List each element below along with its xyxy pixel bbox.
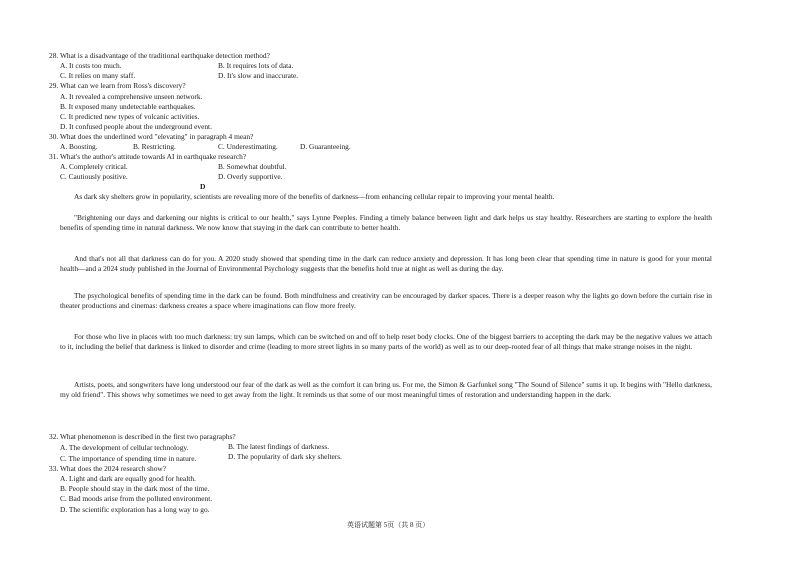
question-31-option-c: C. Cautiously positive. (60, 172, 128, 181)
section-label: D (200, 182, 206, 191)
question-28-stem: 28. What is a disadvantage of the traditional earthquake detection method? (49, 51, 270, 60)
passage-paragraph-3: And that's not all that darkness can do for you. A 2020 study showed that spending time in the dark can reduce anxiety and depression. It has long been clear that spending time in nature is good for your mental health—and a 2024 study published in the Journal of Environmental Psychology suggests that the benefits hold true at night as well as during the day. (60, 254, 712, 274)
question-30-option-b: B. Restricting. (133, 142, 176, 151)
passage-paragraph-2: "Brightening our days and darkening our nights is critical to our health," says Lynne Peeples. Finding a timely balance between light and dark helps us stay healthy. Researchers are starting to explore the health benefits of spending time in natural darkness. We now know that staying in the dark can contribute to better health. (60, 213, 712, 233)
question-32-option-c: C. The importance of spending time in nature. (60, 454, 197, 463)
question-30-option-a: A. Boosting. (60, 142, 98, 151)
question-31-option-d: D. Overly supportive. (218, 172, 283, 181)
question-30-option-c: C. Underestimating. (218, 142, 278, 151)
question-32-option-b: B. The latest findings of darkness. (228, 442, 330, 451)
question-33-option-c: C. Bad moods arise from the polluted environment. (60, 494, 213, 503)
question-32-option-d: D. The popularity of dark sky shelters. (228, 452, 342, 461)
question-28-option-b: B. It requires lots of data. (218, 61, 294, 70)
question-33-option-a: A. Light and dark are equally good for health. (60, 474, 196, 483)
question-31-option-b: B. Somewhat doubtful. (218, 162, 287, 171)
question-28-option-a: A. It costs too much. (60, 61, 122, 70)
question-33-option-b: B. People should stay in the dark most of the time. (60, 484, 210, 493)
passage-paragraph-6: Artists, poets, and songwriters have long understood our fear of the dark as well as the comfort it can bring us. For me, the Simon & Garfunkel song "The Sound of Silence" sums it up. It begins with "Hello darkness, my old friend". This shows why sometimes we need to get away from the light. It reminds us that some of our most meaningful times of restoration and understanding happen in the dark. (60, 380, 712, 400)
question-32-stem: 32. What phenomenon is described in the first two paragraphs? (49, 432, 236, 441)
question-33-option-d: D. The scientific exploration has a long way to go. (60, 505, 210, 514)
passage-paragraph-4: The psychological benefits of spending time in the dark can be found. Both mindfulness and creativity can be encouraged by darker spaces. There is a deeper reason why the lights go down before the curtain rise in theater productions and cinemas: darkness creates a space where imaginations can flow more freely. (60, 291, 712, 311)
question-29-option-d: D. It confused people about the underground event. (60, 122, 212, 131)
question-30-option-d: D. Guaranteeing. (300, 142, 351, 151)
question-29-stem: 29. What can we learn from Ross's discovery? (49, 81, 186, 90)
question-28-option-c: C. It relies on many staff. (60, 71, 136, 80)
question-31-stem: 31. What's the author's attitude towards AI in earthquake research? (49, 152, 247, 161)
question-32-option-a: A. The development of cellular technology. (60, 443, 189, 452)
question-33-stem: 33. What does the 2024 research show? (49, 464, 167, 473)
question-30-stem: 30. What does the underlined word "elevating" in paragraph 4 mean? (49, 132, 254, 141)
passage-paragraph-5: For those who live in places with too much darkness: try sun lamps, which can be switched on and off to help reset body clocks. One of the biggest barriers to accepting the dark may be the negative values we attach to it, including the belief that darkness is linked to disorder and crime (leading to more street lights in so many parts of the world) as well as to our deep-rooted fear of all things that make strange noises in the night. (60, 332, 712, 352)
question-29-option-b: B. It exposed many undetectable earthquakes. (60, 102, 196, 111)
passage-paragraph-1: As dark sky shelters grow in popularity, scientists are revealing more of the benefits of darkness—from enhancing cellular repair to improving your mental health. (74, 192, 555, 201)
question-28-option-d: D. It's slow and inaccurate. (218, 71, 299, 80)
question-29-option-a: A. It revealed a comprehensive unseen network. (60, 92, 203, 101)
question-29-option-c: C. It predicted new types of volcanic activities. (60, 112, 200, 121)
question-31-option-a: A. Completely critical. (60, 162, 128, 171)
page-footer: 英语试题第 5页（共 8 页） (347, 521, 430, 529)
